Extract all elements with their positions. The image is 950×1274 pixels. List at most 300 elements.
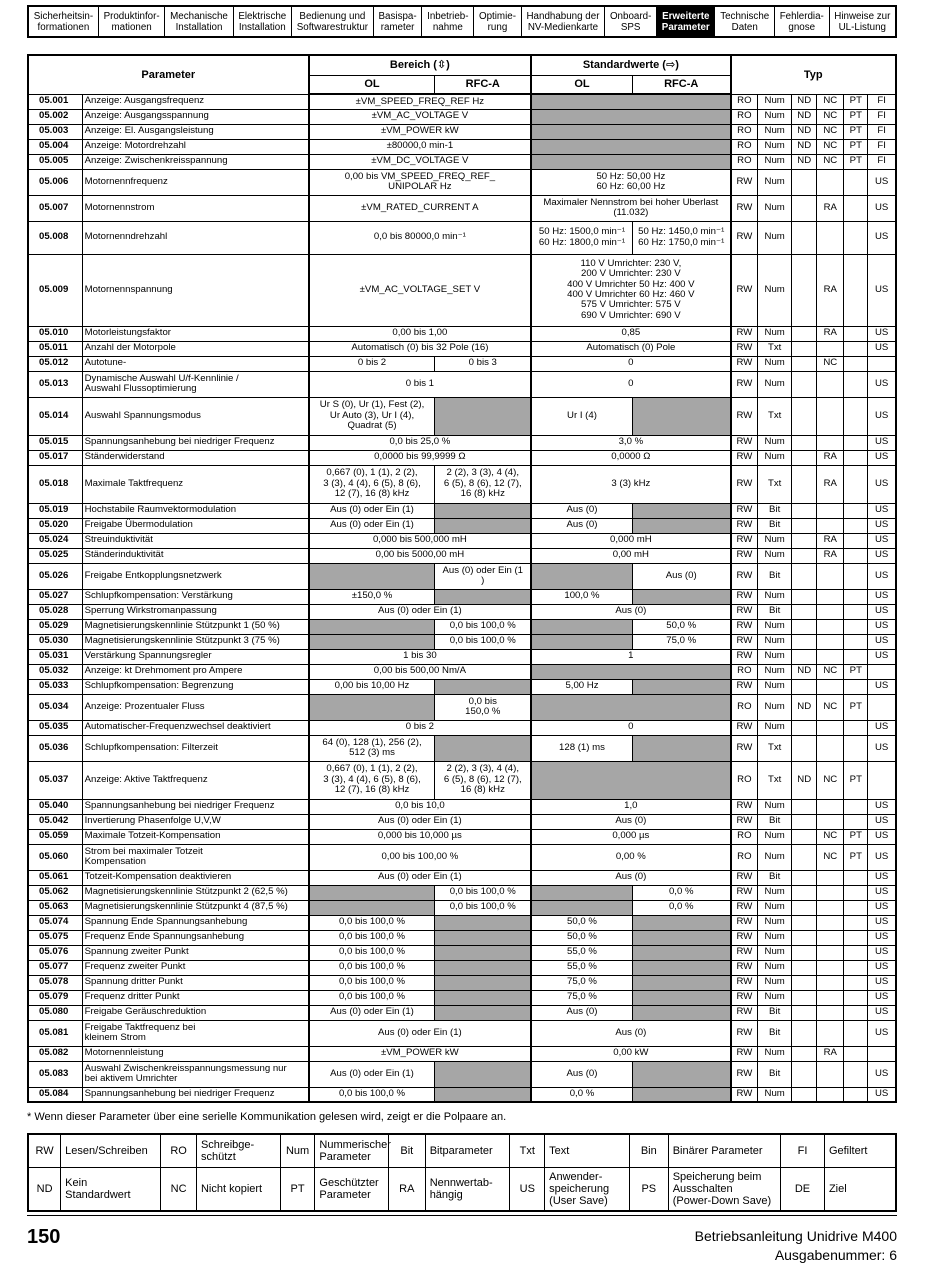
table-row [28, 563, 896, 589]
nav-tab[interactable]: Bedienung und Softwarestruktur [292, 7, 374, 36]
default-rfca: 0,0 % [632, 885, 730, 900]
param-name: Anzeige: Zwischenkreisspannung [82, 154, 309, 169]
type-flag [817, 885, 844, 900]
default-na [531, 124, 730, 139]
type-flag [792, 1020, 817, 1046]
type-flag [868, 664, 896, 679]
range-value: 1 bis 30 [309, 649, 532, 664]
type-flag [792, 465, 817, 503]
param-name: Spannung Ende Spannungsanhebung [82, 915, 309, 930]
param-name: Anzeige: Motordrehzahl [82, 139, 309, 154]
type-flag: ND [792, 94, 817, 109]
param-number: 05.008 [28, 221, 82, 254]
type-flag [844, 371, 868, 397]
type-flag [792, 885, 817, 900]
param-name: Ständerinduktivität [82, 548, 309, 563]
table-row [28, 1020, 896, 1046]
table-row [28, 619, 896, 634]
param-name: Schlupfkompensation: Begrenzung [82, 679, 309, 694]
default-value: 50 Hz: 50,00 Hz 60 Hz: 60,00 Hz [531, 169, 730, 195]
default-rfca: 50,0 % [632, 619, 730, 634]
type-flag: NC [817, 829, 844, 844]
type-flag [792, 829, 817, 844]
type-flag: Bit [758, 870, 792, 885]
nav-tab[interactable]: Inbetrieb- nahme [422, 7, 474, 36]
type-flag: US [868, 649, 896, 664]
default-ol: 0,0 % [531, 1087, 632, 1102]
param-name: Strom bei maximaler Totzeit Kompensation [82, 844, 309, 870]
type-flag [792, 221, 817, 254]
param-name: Magnetisierungskennlinie Stützpunkt 3 (75 %) [82, 634, 309, 649]
param-number: 05.060 [28, 844, 82, 870]
type-flag: PT [844, 94, 868, 109]
default-ol: 128 (1) ms [531, 735, 632, 761]
range-rfca-na [435, 503, 531, 518]
param-name: Magnetisierungskennlinie Stützpunkt 4 (87,5 %) [82, 900, 309, 915]
type-flag: RW [731, 679, 758, 694]
range-ol: 0,667 (0), 1 (1), 2 (2), 3 (3), 4 (4), 6 (5), 8 (6), 12 (7), 16 (8) kHz [309, 465, 435, 503]
type-flag: RA [817, 195, 844, 221]
type-flag: RW [731, 503, 758, 518]
type-flag [817, 900, 844, 915]
legend-meaning: Lesen/Schreiben [61, 1134, 161, 1167]
param-name: Freigabe Übermodulation [82, 518, 309, 533]
range-value: Aus (0) oder Ein (1) [309, 604, 532, 619]
type-flag: RO [731, 664, 758, 679]
nav-tab[interactable]: Sicherheitsin- formationen [29, 7, 99, 36]
type-flag [817, 563, 844, 589]
range-value: ±80000,0 min-1 [309, 139, 532, 154]
type-flag [817, 1020, 844, 1046]
type-flag: NC [817, 844, 844, 870]
type-flag: RW [731, 735, 758, 761]
param-number: 05.076 [28, 945, 82, 960]
type-flag: US [868, 735, 896, 761]
type-flag: RW [731, 1087, 758, 1102]
type-flag [792, 900, 817, 915]
type-flag: US [868, 371, 896, 397]
type-flag: RW [731, 885, 758, 900]
type-flag [844, 221, 868, 254]
default-rfca-na [632, 990, 730, 1005]
type-flag [817, 960, 844, 975]
type-flag [792, 844, 817, 870]
default-value: 110 V Umrichter: 230 V, 200 V Umrichter: 230 V 400 V Umrichter 50 Hz: 400 V 400 V Umrichter 60 Hz: 460 V 575 V Umrichter: 575 V 690 V Umrichter: 690 V [531, 254, 730, 326]
range-rfca-na [435, 397, 531, 435]
type-flag: US [868, 900, 896, 915]
nav-tab[interactable]: Handhabung der NV-Medienkarte [522, 7, 605, 36]
type-flag: NC [817, 94, 844, 109]
range-rfca: 0,0 bis 150,0 % [435, 694, 531, 720]
param-name: Anzeige: kt Drehmoment pro Ampere [82, 664, 309, 679]
type-flag: RO [731, 139, 758, 154]
nav-tab[interactable]: Fehlerdia- gnose [775, 7, 830, 36]
legend-abbr: Num [280, 1134, 315, 1167]
param-name: Spannungsanhebung bei niedriger Frequenz [82, 799, 309, 814]
default-na [531, 139, 730, 154]
type-flag: RW [731, 945, 758, 960]
param-number: 05.035 [28, 720, 82, 735]
type-flag [844, 450, 868, 465]
table-row [28, 1005, 896, 1020]
nav-tab[interactable]: Elektrische Installation [234, 7, 292, 36]
nav-tab[interactable]: Hinweise zur UL-Listung [834, 10, 891, 33]
default-value: 1,0 [531, 799, 730, 814]
type-flag [844, 930, 868, 945]
default-ol: 55,0 % [531, 960, 632, 975]
param-number: 05.030 [28, 634, 82, 649]
type-flag: US [868, 604, 896, 619]
type-flag [792, 604, 817, 619]
param-number: 05.079 [28, 990, 82, 1005]
type-flag: RW [731, 341, 758, 356]
type-flag: NC [817, 356, 844, 371]
param-name: Auswahl Zwischenkreisspannungsmessung nur bei aktivem Umrichter [82, 1061, 309, 1087]
param-number: 05.009 [28, 254, 82, 326]
header-defaults: Standardwerte (⇨) [531, 55, 730, 75]
type-flag: RA [817, 533, 844, 548]
default-rfca: 75,0 % [632, 634, 730, 649]
section-nav [27, 5, 897, 38]
param-name: Maximale Totzeit-Kompensation [82, 829, 309, 844]
param-name: Spannung zweiter Punkt [82, 945, 309, 960]
type-flag: US [868, 533, 896, 548]
legend-row [28, 1134, 896, 1167]
type-flag: RA [817, 450, 844, 465]
footnote: * Wenn dieser Parameter über eine serielle Kommunikation gelesen wird, zeigt er die Polpaare an. [27, 1111, 507, 1123]
type-flag [792, 169, 817, 195]
type-flag: Num [758, 1046, 792, 1061]
range-ol: Aus (0) oder Ein (1) [309, 503, 435, 518]
type-flag: RA [817, 465, 844, 503]
range-rfca: 2 (2), 3 (3), 4 (4), 6 (5), 8 (6), 12 (7), 16 (8) kHz [435, 465, 531, 503]
table-row [28, 870, 896, 885]
type-flag: RW [731, 604, 758, 619]
default-value: 3,0 % [531, 435, 730, 450]
param-number: 05.018 [28, 465, 82, 503]
type-flag: US [868, 634, 896, 649]
type-flag [792, 435, 817, 450]
table-row [28, 664, 896, 679]
type-flag [844, 720, 868, 735]
legend-meaning: Nummerischer Parameter [315, 1134, 389, 1167]
type-flag: Txt [758, 735, 792, 761]
type-flag: US [868, 915, 896, 930]
type-flag [844, 254, 868, 326]
type-flag: US [868, 885, 896, 900]
range-value: ±VM_SPEED_FREQ_REF Hz [309, 94, 532, 109]
param-number: 05.015 [28, 435, 82, 450]
param-name: Anzeige: El. Ausgangsleistung [82, 124, 309, 139]
type-flag: Txt [758, 341, 792, 356]
type-flag: Num [758, 124, 792, 139]
type-flag: Num [758, 900, 792, 915]
range-value: 0,000 bis 10,000 µs [309, 829, 532, 844]
default-value: Aus (0) [531, 870, 730, 885]
type-flag [792, 735, 817, 761]
table-row [28, 720, 896, 735]
param-number: 05.059 [28, 829, 82, 844]
range-value: Aus (0) oder Ein (1) [309, 870, 532, 885]
type-flag [844, 945, 868, 960]
type-flag: Num [758, 450, 792, 465]
param-name: Auswahl Spannungsmodus [82, 397, 309, 435]
type-flag [792, 930, 817, 945]
type-flag: RW [731, 326, 758, 341]
type-flag [792, 649, 817, 664]
param-number: 05.037 [28, 761, 82, 799]
default-value: Aus (0) [531, 814, 730, 829]
default-value: 1 [531, 649, 730, 664]
default-value: 0 [531, 720, 730, 735]
param-number: 05.002 [28, 109, 82, 124]
type-flag: RW [731, 435, 758, 450]
type-flag: NC [817, 664, 844, 679]
type-flag: Num [758, 664, 792, 679]
param-name: Maximale Taktfrequenz [82, 465, 309, 503]
type-flag [844, 649, 868, 664]
type-flag: Num [758, 589, 792, 604]
type-flag [817, 397, 844, 435]
type-flag: RO [731, 761, 758, 799]
table-row [28, 371, 896, 397]
table-row [28, 518, 896, 533]
type-flag: Num [758, 109, 792, 124]
type-flag [792, 634, 817, 649]
default-value: 0,0000 Ω [531, 450, 730, 465]
type-flag [817, 371, 844, 397]
type-flag: RO [731, 124, 758, 139]
param-name: Motorleistungsfaktor [82, 326, 309, 341]
type-flag: US [868, 814, 896, 829]
default-ol-na [531, 900, 632, 915]
legend-abbr: RA [388, 1167, 425, 1211]
nav-tab[interactable]: Erweiterte Parameter [657, 7, 715, 36]
default-value: 0,00 % [531, 844, 730, 870]
type-flag [792, 563, 817, 589]
range-rfca-na [435, 735, 531, 761]
param-number: 05.042 [28, 814, 82, 829]
table-row [28, 735, 896, 761]
type-flag: Num [758, 139, 792, 154]
default-value: 0 [531, 356, 730, 371]
default-rfca: 0,0 % [632, 900, 730, 915]
range-value: Automatisch (0) bis 32 Pole (16) [309, 341, 532, 356]
header-range-rfca: RFC-A [435, 75, 531, 94]
type-flag: US [868, 1087, 896, 1102]
type-flag: RW [731, 649, 758, 664]
default-ol: Aus (0) [531, 1061, 632, 1087]
default-ol: Aus (0) [531, 518, 632, 533]
param-number: 05.083 [28, 1061, 82, 1087]
legend-abbr: Txt [510, 1134, 545, 1167]
type-flag [792, 960, 817, 975]
type-flag: US [868, 679, 896, 694]
nav-tab[interactable]: Onboard- SPS [605, 7, 657, 36]
type-flag: RW [731, 450, 758, 465]
default-rfca-na [632, 945, 730, 960]
param-number: 05.003 [28, 124, 82, 139]
type-flag [792, 397, 817, 435]
range-ol-na [309, 619, 435, 634]
type-flag: RW [731, 548, 758, 563]
type-flag [844, 503, 868, 518]
table-row [28, 356, 896, 371]
table-row [28, 139, 896, 154]
type-flag: Num [758, 720, 792, 735]
type-flag: FI [868, 139, 896, 154]
range-value: 0 bis 1 [309, 371, 532, 397]
type-flag: US [868, 844, 896, 870]
type-flag [817, 814, 844, 829]
type-flag [817, 915, 844, 930]
nav-tab[interactable]: Basispa- rameter [374, 7, 423, 36]
legend-abbr: PT [280, 1167, 315, 1211]
type-flag: Bit [758, 604, 792, 619]
range-value: ±VM_POWER kW [309, 124, 532, 139]
param-number: 05.033 [28, 679, 82, 694]
default-value: 0,00 kW [531, 1046, 730, 1061]
type-flag: Num [758, 1087, 792, 1102]
type-flag [844, 634, 868, 649]
header-type: Typ [731, 55, 896, 94]
nav-tab[interactable]: Technische Daten [715, 7, 774, 36]
range-rfca: 0,0 bis 100,0 % [435, 619, 531, 634]
type-flag [844, 604, 868, 619]
header-parameter: Parameter [28, 55, 309, 94]
type-flag [817, 435, 844, 450]
type-flag: Num [758, 548, 792, 563]
type-flag: US [868, 518, 896, 533]
default-value: 0,000 mH [531, 533, 730, 548]
type-flag [792, 1087, 817, 1102]
range-ol: ±150,0 % [309, 589, 435, 604]
range-value: 0,00 bis 500,00 Nm/A [309, 664, 532, 679]
table-row [28, 450, 896, 465]
nav-tab[interactable]: Mechanische Installation [165, 7, 233, 36]
table-row [28, 975, 896, 990]
default-ol: Aus (0) [531, 503, 632, 518]
default-rfca-na [632, 679, 730, 694]
table-row [28, 435, 896, 450]
type-flag [844, 885, 868, 900]
legend-row [28, 1167, 896, 1211]
param-name: Invertierung Phasenfolge U,V,W [82, 814, 309, 829]
range-ol: 0,00 bis 10,00 Hz [309, 679, 435, 694]
type-flag [844, 679, 868, 694]
type-flag [792, 679, 817, 694]
default-value: Automatisch (0) Pole [531, 341, 730, 356]
param-number: 05.027 [28, 589, 82, 604]
type-flag [844, 735, 868, 761]
type-flag [844, 548, 868, 563]
type-flag [792, 990, 817, 1005]
type-flag: RW [731, 254, 758, 326]
default-ol-na [531, 885, 632, 900]
type-flag: US [868, 990, 896, 1005]
type-flag [844, 799, 868, 814]
nav-tab[interactable]: Produktinfor- mationen [99, 7, 166, 36]
type-flag: ND [792, 664, 817, 679]
type-flag: RW [731, 1005, 758, 1020]
type-flag: RW [731, 1061, 758, 1087]
type-flag: RW [731, 960, 758, 975]
param-number: 05.063 [28, 900, 82, 915]
table-row [28, 885, 896, 900]
type-flag: PT [844, 154, 868, 169]
footer-divider [27, 1215, 897, 1216]
param-name: Spannungsanhebung bei niedriger Frequenz [82, 1087, 309, 1102]
table-row [28, 930, 896, 945]
table-row [28, 397, 896, 435]
legend-meaning: Speicherung beim Ausschalten (Power-Down Save) [668, 1167, 780, 1211]
type-flag [844, 870, 868, 885]
param-name: Dynamische Auswahl U/f-Kennlinie / Auswahl Flussoptimierung [82, 371, 309, 397]
nav-tab[interactable]: Optimie- rung [474, 7, 522, 36]
type-flag [817, 604, 844, 619]
default-na [531, 94, 730, 109]
type-flag [792, 799, 817, 814]
type-flag: RW [731, 915, 758, 930]
type-flag [844, 1087, 868, 1102]
default-na [531, 154, 730, 169]
type-flag [844, 341, 868, 356]
type-flag: ND [792, 124, 817, 139]
type-flag: Num [758, 990, 792, 1005]
range-value: Aus (0) oder Ein (1) [309, 1020, 532, 1046]
type-flag [844, 518, 868, 533]
table-row [28, 649, 896, 664]
type-flag: NC [817, 154, 844, 169]
type-flag [817, 930, 844, 945]
type-flag [844, 397, 868, 435]
type-flag: PT [844, 694, 868, 720]
table-row [28, 124, 896, 139]
range-value: 0,00 bis VM_SPEED_FREQ_REF_ UNIPOLAR Hz [309, 169, 532, 195]
type-flag: Num [758, 679, 792, 694]
type-flag: ND [792, 109, 817, 124]
type-flag [817, 649, 844, 664]
range-rfca-na [435, 679, 531, 694]
type-flag: US [868, 930, 896, 945]
table-row [28, 844, 896, 870]
range-ol: 0,0 bis 100,0 % [309, 1087, 435, 1102]
type-flag: NC [817, 109, 844, 124]
range-value: 0,00 bis 1,00 [309, 326, 532, 341]
range-ol: 0,0 bis 100,0 % [309, 990, 435, 1005]
range-rfca-na [435, 930, 531, 945]
type-flag [868, 761, 896, 799]
param-number: 05.017 [28, 450, 82, 465]
param-number: 05.040 [28, 799, 82, 814]
type-flag: Txt [758, 465, 792, 503]
type-flag [817, 735, 844, 761]
type-flag [844, 465, 868, 503]
table-row [28, 1061, 896, 1087]
range-ol: 64 (0), 128 (1), 256 (2), 512 (3) ms [309, 735, 435, 761]
type-flag: US [868, 720, 896, 735]
type-flag: Num [758, 930, 792, 945]
default-value: Aus (0) [531, 1020, 730, 1046]
type-flag [844, 619, 868, 634]
table-row [28, 960, 896, 975]
param-name: Anzeige: Aktive Taktfrequenz [82, 761, 309, 799]
legend-abbr: DE [781, 1167, 825, 1211]
type-flag: RW [731, 634, 758, 649]
type-flag: Num [758, 356, 792, 371]
range-rfca: 0,0 bis 100,0 % [435, 885, 531, 900]
param-name: Anzeige: Ausgangsfrequenz [82, 94, 309, 109]
